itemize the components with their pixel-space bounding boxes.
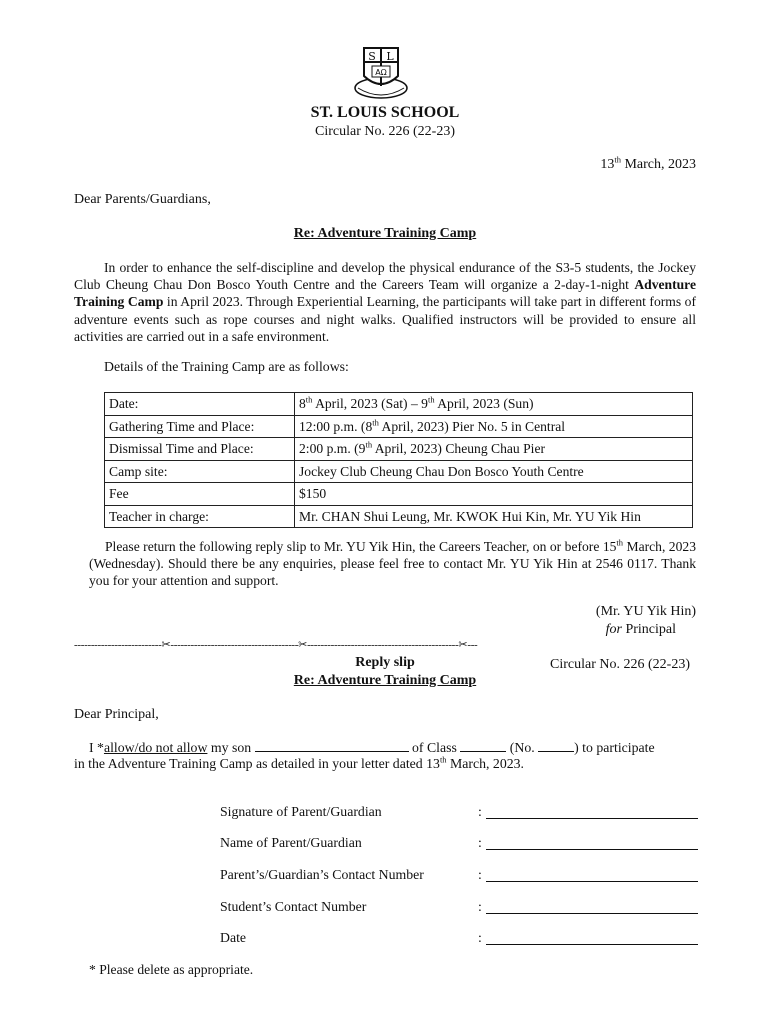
- form-field-colon: :: [478, 835, 482, 850]
- subject-line: Re: Adventure Training Camp: [293, 226, 477, 241]
- details-intro: Details of the Training Camp are as follows:: [104, 359, 349, 374]
- school-name: ST. LOUIS SCHOOL: [310, 104, 460, 121]
- form-field-row: [220, 867, 698, 883]
- form-field-row: [220, 930, 698, 946]
- permission-statement: I *allow/do not allow my son of Class (No. ) to participate: [89, 740, 655, 755]
- form-field-blank[interactable]: [486, 944, 698, 945]
- school-crest-logo: [352, 42, 410, 102]
- camp-table-row: [105, 505, 693, 528]
- camp-table-label: Fee: [105, 483, 295, 506]
- camp-table-row: [105, 393, 693, 416]
- camp-table-value: 12:00 p.m. (8th April, 2023) Pier No. 5 in Central: [295, 415, 693, 438]
- signer-name: (Mr. YU Yik Hin): [595, 604, 696, 619]
- camp-details-table: [104, 392, 693, 528]
- form-field-colon: :: [478, 899, 482, 914]
- form-field-label: Signature of Parent/Guardian: [220, 804, 382, 819]
- camp-table-value: 2:00 p.m. (9th April, 2023) Cheung Chau Pier: [295, 438, 693, 461]
- dear-principal: Dear Principal,: [74, 707, 159, 722]
- intro-paragraph: In order to enhance the self-discipline and develop the physical endurance of the S3-5 students, the Jockey Club Cheung Chau Don Bosco Youth Centre and the Careers Team will organize a 2-day-1-night Adventure Training Camp in April 2023. Through Experiential Learning, the participants will take part in different forms of adventure events such as rope courses and night walks. Qualified instructors will be provided to ensure all activities are carried out in a safe environment.: [74, 260, 696, 344]
- class-number-blank[interactable]: [538, 740, 574, 752]
- camp-table-label: Gathering Time and Place:: [105, 415, 295, 438]
- permission-statement-line2: in the Adventure Training Camp as detailed in your letter dated 13th March, 2023.: [74, 754, 524, 771]
- camp-table-value: Jockey Club Cheung Chau Don Bosco Youth Centre: [295, 460, 693, 483]
- reply-subject-line: Re: Adventure Training Camp: [293, 673, 477, 688]
- circular-date: 13th March, 2023: [600, 154, 696, 172]
- form-field-blank[interactable]: [486, 881, 698, 882]
- form-field-colon: :: [478, 804, 482, 819]
- form-field-label: Name of Parent/Guardian: [220, 835, 362, 850]
- camp-table-row: [105, 460, 693, 483]
- cut-line: --------------------------✂--------------------------------------✂---------------------------------------------✂---: [74, 639, 478, 651]
- form-field-label: Date: [220, 930, 247, 945]
- camp-table-row: [105, 438, 693, 461]
- signer-title: for Principal: [605, 622, 676, 637]
- form-field-colon: :: [478, 867, 482, 882]
- form-field-label: Student’s Contact Number: [220, 899, 367, 914]
- form-field-label: Parent’s/Guardian’s Contact Number: [220, 867, 424, 882]
- svg-text:AΩ: AΩ: [375, 68, 387, 77]
- form-field-blank[interactable]: [486, 913, 698, 914]
- form-field-blank[interactable]: [486, 849, 698, 850]
- form-field-blank[interactable]: [486, 818, 698, 819]
- camp-table-value: 8th April, 2023 (Sat) – 9th April, 2023 (Sun): [295, 393, 693, 416]
- allow-choice: allow/do not allow: [103, 740, 208, 755]
- svg-text:L: L: [386, 50, 394, 63]
- camp-table-row: [105, 483, 693, 506]
- salutation: Dear Parents/Guardians,: [74, 192, 211, 207]
- form-field-colon: :: [478, 930, 482, 945]
- form-field-row: [220, 804, 698, 820]
- class-blank[interactable]: [460, 740, 506, 752]
- camp-table-label: Teacher in charge:: [105, 505, 295, 528]
- svg-text:S: S: [368, 50, 376, 63]
- camp-table-row: [105, 415, 693, 438]
- circular-number: Circular No. 226 (22-23): [315, 124, 455, 139]
- son-name-blank[interactable]: [255, 740, 409, 752]
- camp-table-label: Date:: [105, 393, 295, 416]
- camp-table-value: $150: [295, 483, 693, 506]
- form-field-row: [220, 835, 698, 851]
- reply-instruction-paragraph: Please return the following reply slip to Mr. YU Yik Hin, the Careers Teacher, on or before 15th March, 2023 (Wednesday). Should there be any enquiries, please feel free to contact Mr. YU Yik Hin at 2546 0117. Thank you for your attention and support.: [89, 537, 696, 588]
- form-field-row: [220, 899, 698, 915]
- reply-slip-title: Reply slip: [355, 655, 415, 670]
- camp-table-label: Dismissal Time and Place:: [105, 438, 295, 461]
- reply-circular-number: Circular No. 226 (22-23): [550, 657, 690, 672]
- footnote: * Please delete as appropriate.: [89, 962, 254, 977]
- camp-table-value: Mr. CHAN Shui Leung, Mr. KWOK Hui Kin, Mr. YU Yik Hin: [295, 505, 693, 528]
- camp-table-label: Camp site:: [105, 460, 295, 483]
